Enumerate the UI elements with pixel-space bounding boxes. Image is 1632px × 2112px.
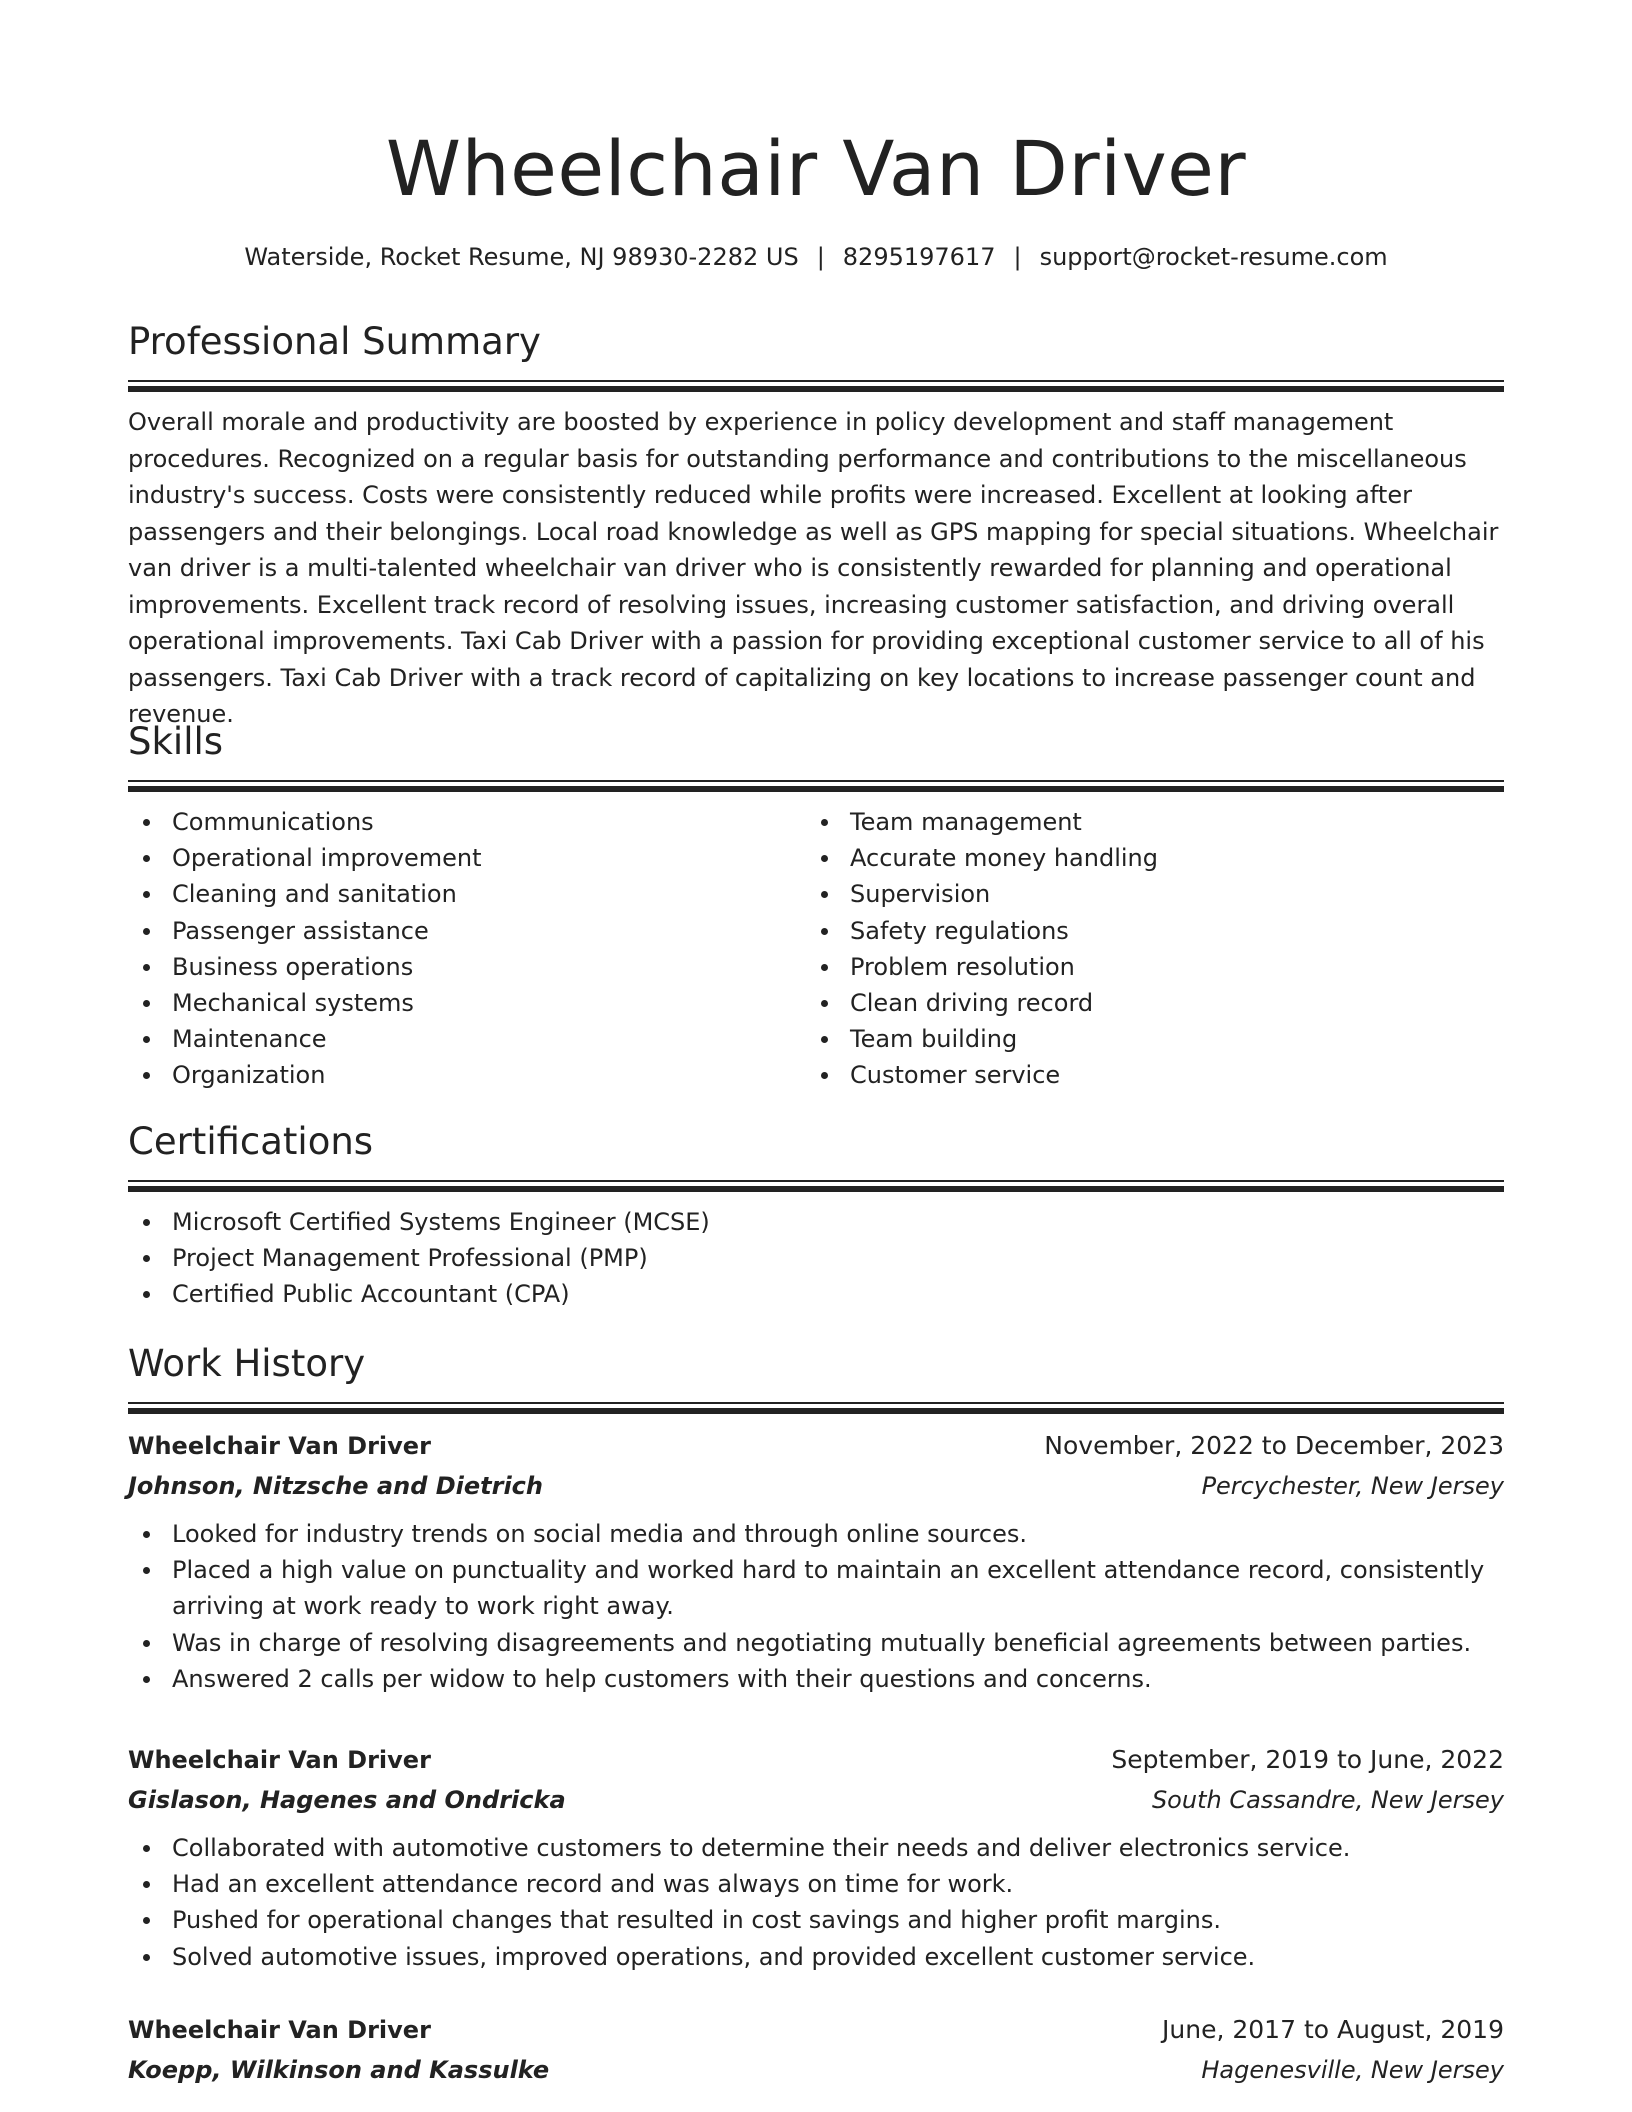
contact-email[interactable]: support@rocket-resume.com (1039, 243, 1388, 271)
skill-item: Team management (806, 804, 1484, 840)
skill-item: Cleaning and sanitation (128, 876, 806, 912)
job-company: Koepp, Wilkinson and Kassulke (128, 2056, 550, 2084)
skills-columns (128, 804, 1504, 1094)
job-subheader-row (128, 1780, 1504, 1820)
contact-phone: 8295197617 (842, 243, 996, 271)
job-bullet: Looked for industry trends on social media and through online sources. (128, 1516, 1504, 1552)
certifications-section (128, 1118, 1504, 1313)
job-entry (128, 1426, 1504, 1697)
skill-item: Mechanical systems (128, 985, 806, 1021)
job-location: Percychester, New Jersey (1201, 1472, 1504, 1500)
job-bullet: Placed a high value on punctuality and worked hard to maintain an excellent attendance record, consistently arriving at work ready to work right away. (128, 1552, 1504, 1624)
job-entry-3-wrapper (128, 2010, 1504, 2090)
job-bullets (128, 1516, 1504, 1697)
job-bullet: Answered 2 calls per widow to help customers with their questions and concerns. (128, 1661, 1504, 1697)
section-title-summary: Professional Summary (128, 320, 541, 363)
job-bullet: Solved automotive issues, improved operations, and provided excellent customer service. (128, 1939, 1504, 1975)
section-divider (128, 1180, 1504, 1192)
job-location: South Cassandre, New Jersey (1151, 1786, 1504, 1814)
job-entry (128, 1740, 1504, 1975)
section-divider (128, 380, 1504, 392)
work-history-section (128, 1340, 1504, 1697)
skill-item: Accurate money handling (806, 840, 1484, 876)
job-entry-2-wrapper (128, 1740, 1504, 1975)
skill-item: Safety regulations (806, 913, 1484, 949)
job-entry (128, 2010, 1504, 2090)
section-title-skills: Skills (128, 720, 224, 763)
resume-name: Wheelchair Van Driver (385, 124, 1247, 213)
skill-item: Supervision (806, 876, 1484, 912)
job-location: Hagenesville, New Jersey (1201, 2056, 1504, 2084)
contact-line (128, 240, 1504, 274)
job-bullet: Was in charge of resolving disagreements and negotiating mutually beneficial agreements between parties. (128, 1625, 1504, 1661)
resume-page (128, 0, 1504, 2084)
skill-item: Business operations (128, 949, 806, 985)
job-company: Gislason, Hagenes and Ondricka (128, 1786, 566, 1814)
job-bullets (128, 1830, 1504, 1975)
skills-left-list (128, 804, 806, 1094)
skill-item: Passenger assistance (128, 913, 806, 949)
contact-separator: | (1013, 243, 1022, 271)
job-header-row (128, 1740, 1504, 1780)
skills-right-list (806, 804, 1484, 1094)
job-subheader-row (128, 2050, 1504, 2090)
skill-item: Communications (128, 804, 806, 840)
job-dates: September, 2019 to June, 2022 (1111, 1745, 1504, 1774)
skill-item: Team building (806, 1021, 1484, 1057)
job-subheader-row (128, 1466, 1504, 1506)
job-dates: November, 2022 to December, 2023 (1044, 1431, 1504, 1460)
summary-section (128, 318, 1504, 733)
contact-separator: | (816, 243, 825, 271)
job-title: Wheelchair Van Driver (128, 1746, 431, 1774)
skill-item: Operational improvement (128, 840, 806, 876)
job-bullet: Collaborated with automotive customers to determine their needs and deliver electronics service. (128, 1830, 1504, 1866)
certification-item: Project Management Professional (PMP) (128, 1240, 1504, 1276)
job-company: Johnson, Nitzsche and Dietrich (128, 1472, 543, 1500)
section-divider (128, 780, 1504, 792)
summary-text: Overall morale and productivity are boosted by experience in policy development and staff management procedures. Recognized on a regular basis for outstanding performance and contributions to the miscellaneous industry's success. Costs were consistently reduced while profits were increased. Excellent at looking after passengers and their belongings. Local road knowledge as well as GPS mapping for special situations. Wheelchair van driver is a multi-talented wheelchair van driver who is consistently rewarded for planning and operational improvements. Excellent track record of resolving issues, increasing customer satisfaction, and driving overall operational improvements. Taxi Cab Driver with a passion for providing exceptional customer service to all of his passengers. Taxi Cab Driver with a track record of capitalizing on key locations to increase passenger count and revenue. (128, 408, 1499, 728)
certifications-list (128, 1204, 1504, 1313)
job-bullet: Pushed for operational changes that resulted in cost savings and higher profit margins. (128, 1902, 1504, 1938)
job-header-row (128, 1426, 1504, 1466)
skill-item: Clean driving record (806, 985, 1484, 1021)
skills-section (128, 718, 1504, 1094)
job-bullet: Had an excellent attendance record and was always on time for work. (128, 1866, 1504, 1902)
job-dates: June, 2017 to August, 2019 (1162, 2015, 1504, 2044)
job-header-row (128, 2010, 1504, 2050)
job-title: Wheelchair Van Driver (128, 1432, 431, 1460)
contact-address: Waterside, Rocket Resume, NJ 98930-2282 US (244, 243, 799, 271)
skill-item: Problem resolution (806, 949, 1484, 985)
section-divider (128, 1402, 1504, 1414)
section-title-work-history: Work History (128, 1342, 366, 1385)
skill-item: Maintenance (128, 1021, 806, 1057)
section-title-certifications: Certifications (128, 1120, 374, 1163)
skill-item: Customer service (806, 1057, 1484, 1093)
skill-item: Organization (128, 1057, 806, 1093)
job-title: Wheelchair Van Driver (128, 2016, 431, 2044)
certification-item: Microsoft Certified Systems Engineer (MCSE) (128, 1204, 1504, 1240)
certification-item: Certified Public Accountant (CPA) (128, 1276, 1504, 1312)
